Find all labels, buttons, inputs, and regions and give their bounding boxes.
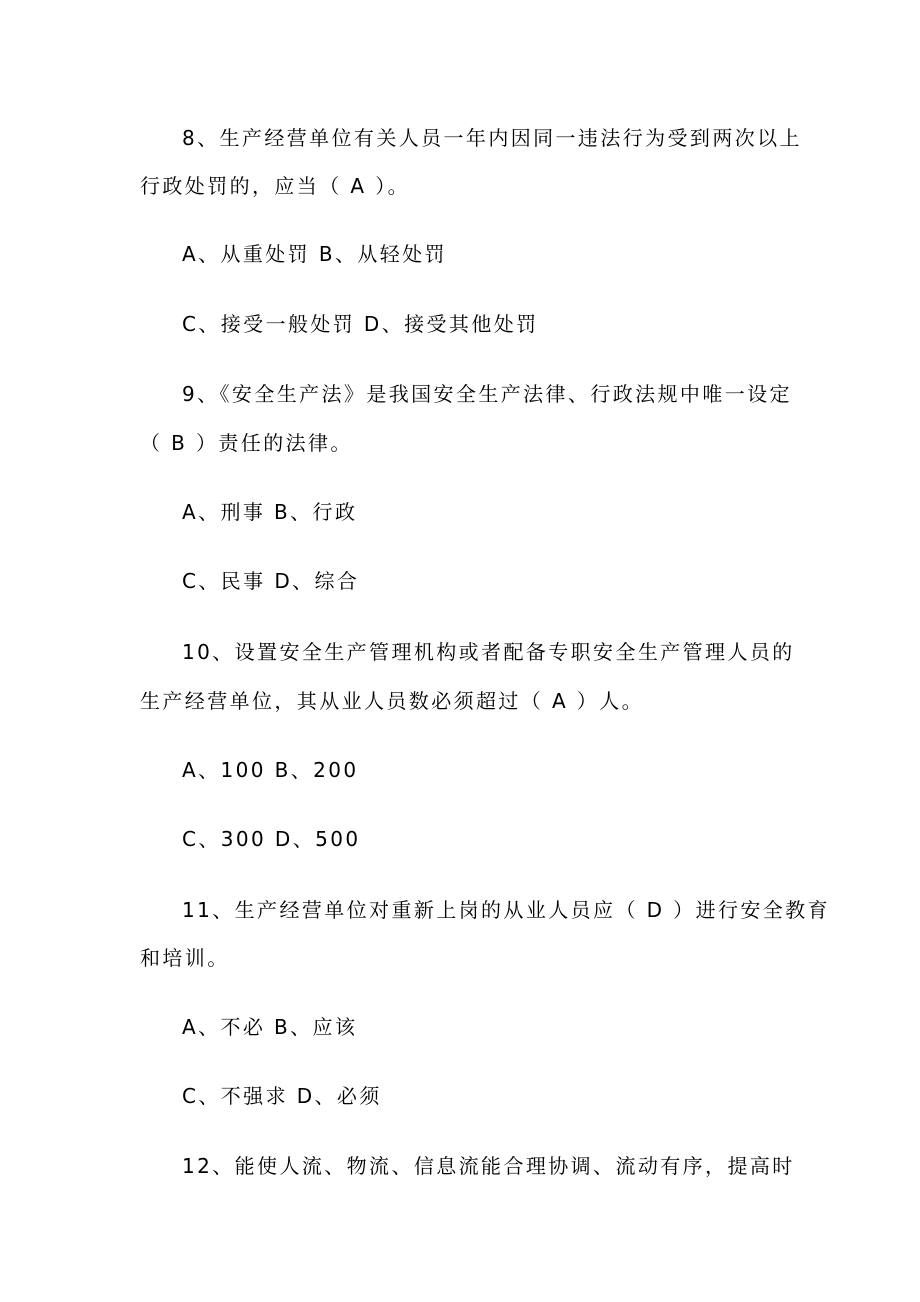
question-8-option-line-1: A、从重处罚 B、从轻处罚	[182, 242, 447, 266]
question-9-option-line-1: A、刑事 B、行政	[182, 500, 358, 524]
question-10-stem-line-2: 生产经营单位，其从业人员数必须超过（ A ）人。	[140, 689, 644, 713]
question-8-stem-line-2: 行政处罚的，应当（ A ）。	[140, 174, 410, 198]
question-9-option-line-2: C、民事 D、综合	[182, 569, 360, 593]
question-11-stem-line-1: 11、生产经营单位对重新上岗的从业人员应（ D ）进行安全教育	[182, 898, 830, 922]
question-10-option-line-2: C、300 D、500	[182, 827, 361, 851]
question-11-stem-line-2: 和培训。	[140, 946, 230, 970]
question-11-option-line-1: A、不必 B、应该	[182, 1015, 358, 1039]
question-10-option-line-1: A、100 B、200	[182, 758, 359, 782]
question-12-stem-line-1: 12、能使人流、物流、信息流能合理协调、流动有序，提高时	[182, 1154, 795, 1178]
question-9-stem-line-2: （ B ）责任的法律。	[140, 431, 353, 455]
question-11-option-line-2: C、不强求 D、必须	[182, 1084, 382, 1108]
question-8-stem-line-1: 8、生产经营单位有关人员一年内因同一违法行为受到两次以上	[182, 126, 802, 150]
question-9-stem-line-1: 9、《安全生产法》是我国安全生产法律、行政法规中唯一设定	[182, 382, 792, 406]
question-10-stem-line-1: 10、设置安全生产管理机构或者配备专职安全生产管理人员的	[182, 640, 795, 664]
question-8-option-line-2: C、接受一般处罚 D、接受其他处罚	[182, 312, 539, 336]
